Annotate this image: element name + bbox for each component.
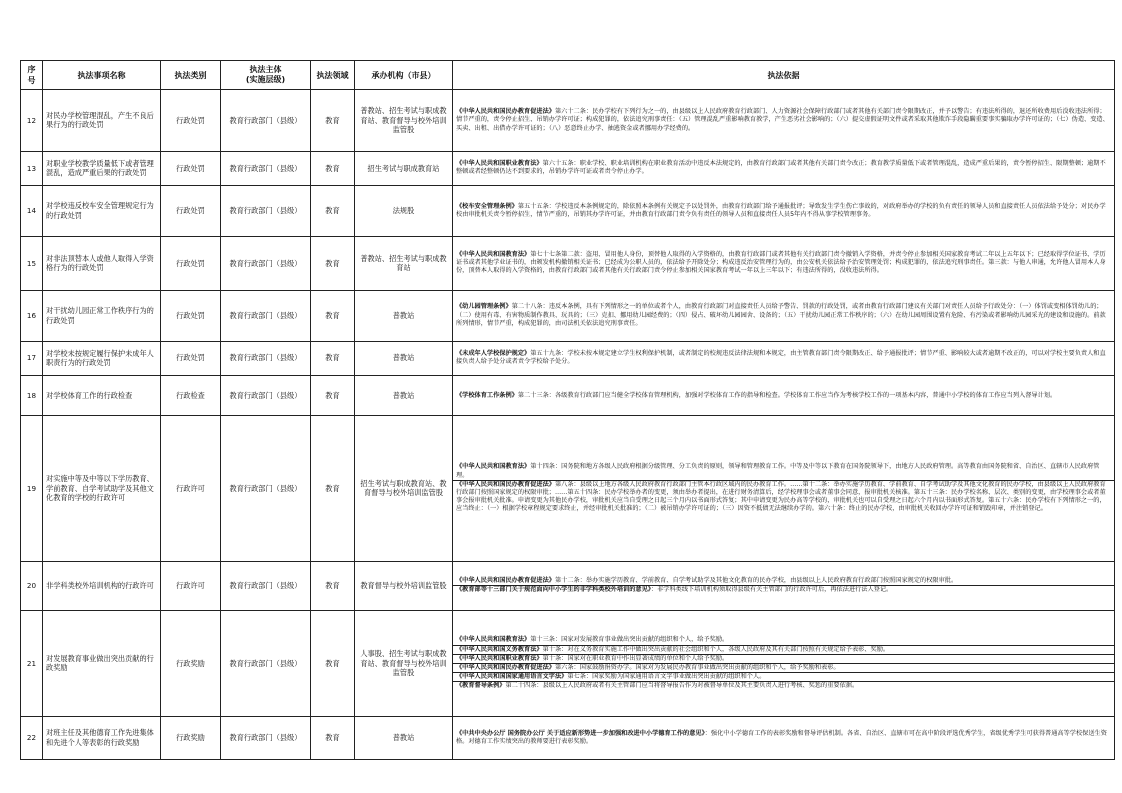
table-row (21, 341, 1115, 375)
row-field: 教育 (311, 186, 355, 237)
table-row (21, 561, 1115, 610)
row-basis (453, 561, 1115, 610)
basis-law-title: 《中共中央办公厅 国务院办公厅 关于适应新形势进一步加强和改进中小学德育工作的意见》 (456, 729, 705, 737)
basis-law-title: 《中华人民共和国民办教育促进法》 (456, 576, 555, 584)
row-number: 22 (21, 717, 43, 760)
row-field: 教育 (311, 341, 355, 375)
row-basis (453, 610, 1115, 717)
basis-segment (453, 654, 1114, 663)
table-row (21, 151, 1115, 185)
row-field: 教育 (311, 290, 355, 341)
row-item-name: 对学校体育工作的行政检查 (43, 375, 161, 416)
basis-segment (453, 663, 1114, 672)
header-agency: 承办机构（市县） (355, 61, 453, 90)
basis-segment (456, 577, 1111, 585)
header-category: 执法类别 (161, 61, 221, 90)
basis-law-text: 第八条：县级以上地方各级人民政府教育行政部门主管本行政区域内的民办教育工作。……第十二条：举办实施学历教育、学前教育、自学考试助学及其他文化教育的民办学校，由县级以上人民政府教育行政部门按照国家规定的权限审批；……第五十四条：民办学校举办者的变更，须由举办者提出，在进行财务清算后，经学校理事会或者董事会同意，报审批机关核准。第五十三条：民办学校名称、层次、类别的变更，由学校理事会或者董事会报审批机关批准。申请变更为其他民办学校，审批机关应当自受理之日起三个月内以书面形式答复；其中申请变更为民办高等学校的，审批机关也可以自受理之日起六个月内以书面形式答复。第五十六条：民办学校有下列情形之一的，应当终止：（一）根据学校章程规定要求终止，并经审批机关批准的；（二）被吊销办学许可证的；（三）因资不抵债无法继续办学的。第六十条：终止的民办学校，由审批机关收回办学许可证和销毁印章，并注销登记。 (456, 480, 1106, 513)
basis-segment (456, 303, 1111, 328)
row-agency: 普教站、招生考试与职成教育站 (355, 237, 453, 290)
basis-law-text: 第五十五条：学校违反本条例规定的，除依照本条例有关规定予以处罚外，由教育行政部门给予通报批评；导致发生学生伤亡事故的，对政府举办的学校的负有责任的领导人员和直接责任人员依法给予处分；对民办学校由审批机关责令暂停招生，情节严重的，吊销其办学许可证，并由教育行政部门责令负有责任的领导人员和直接责任人员5年内不得从事学校管理事务。 (456, 202, 1106, 219)
basis-law-text: 第六十五条：职业学校、职业培训机构在职业教育活动中违反本法规定的，由教育行政部门或者其他有关部门责令改正；教育教学质量低下或者管理混乱，造成严重后果的，责令暂停招生、限期整顿；逾期不整顿或者经整顿仍达不到要求的，吊销办学许可证或者责令停止办学。 (456, 160, 1106, 176)
row-number: 16 (21, 290, 43, 341)
row-field: 教育 (311, 237, 355, 290)
row-item-name: 对学校违反校车安全管理规定行为的行政处罚 (43, 186, 161, 237)
basis-law-text: 第二十四条：县级以上人民政府或者有关主管部门应当将督导报告作为对被督导单位及其主要负责人进行考核、奖惩的重要依据。 (505, 682, 859, 690)
row-category: 行政处罚 (161, 341, 221, 375)
basis-law-text: 第六十二条：民办学校有下列行为之一的，由县级以上人民政府教育行政部门、人力资源社会保障行政部门或者其他有关部门责令限期改正，并予以警告；有违法所得的，退还所收费用后没收违法所得；情节严重的，责令停止招生、吊销办学许可证；构成犯罪的，依法追究刑事责任：（五）管理混乱严重影响教育教学，产生恶劣社会影响的；（六）提交虚假证明文件或者采取其他欺诈手段隐瞒重要事实骗取办学许可证的；（七）伪造、变造、买卖、出租、出借办学许可证的；（八）恶意终止办学、抽逃资金或者挪用办学经费的。 (456, 108, 1109, 132)
row-subject: 教育行政部门（县级） (221, 561, 311, 610)
basis-law-title: 《中华人民共和国教育法》 (456, 463, 531, 471)
basis-law-title: 《中华人民共和国民办教育促进法》 (456, 108, 555, 116)
basis-segment (456, 730, 1111, 746)
row-subject: 教育行政部门（县级） (221, 610, 311, 717)
row-agency: 普教站 (355, 375, 453, 416)
basis-segment (456, 636, 1111, 644)
basis-law-text: 第十条：对在义务教育实施工作中做出突出贡献的社会组织和个人，各级人民政府及其有关部门按照有关规定给予表彰、奖励。 (542, 645, 890, 653)
basis-segment (453, 585, 1114, 594)
row-subject: 教育行政部门（县级） (221, 237, 311, 290)
basis-segment (456, 350, 1111, 366)
basis-law-text: ：强化中小学德育工作的表彰奖励和督导评估机制。各省、自治区、直辖市可在高中阶段评选优秀学生，省级优秀学生可获得普通高等学校保送生资格。对德育工作实绩突出的教师要进行表彰奖励。 (456, 729, 1107, 746)
row-subject: 教育行政部门（县级） (221, 375, 311, 416)
row-basis (453, 90, 1115, 152)
row-category: 行政处罚 (161, 290, 221, 341)
row-subject: 教育行政部门（县级） (221, 416, 311, 561)
basis-segment (456, 108, 1111, 133)
row-category: 行政许可 (161, 416, 221, 561)
row-field: 教育 (311, 375, 355, 416)
basis-law-text: 第十条：国家对在职业教育中作出显著成绩的单位和个人给予奖励。 (542, 654, 729, 662)
basis-segment (453, 645, 1114, 654)
basis-law-title: 《中华人民共和国职业教育法》 (456, 160, 543, 168)
row-category: 行政处罚 (161, 237, 221, 290)
basis-law-title: 《幼儿园管理条例》 (456, 303, 512, 311)
basis-segment (456, 392, 1111, 400)
row-item-name: 对民办学校管理混乱，产生不良后果行为的行政处罚 (43, 90, 161, 152)
row-item-name: 对职业学校教学质量低下或者管理混乱，造成严重后果的行政处罚 (43, 151, 161, 185)
row-item-name: 非学科类校外培训机构的行政许可 (43, 561, 161, 610)
basis-law-title: 《中华人民共和国民办教育促进法》 (456, 663, 555, 671)
row-agency: 招生考试与职成教育站 (355, 151, 453, 185)
row-field: 教育 (311, 416, 355, 561)
header-basis: 执法依据 (453, 61, 1115, 90)
basis-law-text: 第二十八条：违反本条例，具有下列情形之一的单位或者个人，由教育行政部门对直接责任人员给予警告、罚款的行政处罚，或者由教育行政部门建议有关部门对责任人员给予行政处分：（一）体罚或变相体罚幼儿的；（二）使用有毒、有害物质制作教具、玩具的；（三）克扣、挪用幼儿园经费的；（四）侵占、破坏幼儿园园舍、设备的；（五）干扰幼儿园正常工作秩序的；（六）在幼儿园周围设置有危险、有污染或者影响幼儿园采光的建设和设施的。前款所列情形，情节严重，构成犯罪的，由司法机关依法追究刑事责任。 (456, 303, 1106, 327)
basis-law-text: 第七条：国家奖励为国家通用语言文字事业做出突出贡献的组织和个人。 (567, 673, 766, 681)
table-header-row (21, 61, 1115, 90)
row-basis (453, 341, 1115, 375)
row-basis (453, 290, 1115, 341)
row-agency: 普教站 (355, 341, 453, 375)
row-item-name: 对发展教育事业做出突出贡献的行政奖励 (43, 610, 161, 717)
row-category: 行政处罚 (161, 186, 221, 237)
row-subject: 教育行政部门（县级） (221, 151, 311, 185)
row-basis (453, 151, 1115, 185)
row-number: 13 (21, 151, 43, 185)
basis-law-title: 《中华人民共和国国家通用语言文字法》 (456, 673, 568, 681)
row-item-name: 对非法顶替本人或他人取得入学资格行为的行政处罚 (43, 237, 161, 290)
basis-law-title: 《中华人民共和国教育法》 (456, 251, 531, 259)
row-item-name: 对干扰幼儿园正常工作秩序行为的行政处罚 (43, 290, 161, 341)
basis-law-title: 《教育部等十三部门关于规范面向中小学生的非学科类校外培训的意见》 (456, 586, 651, 594)
row-basis (453, 416, 1115, 561)
row-number: 15 (21, 237, 43, 290)
basis-segment (456, 203, 1111, 219)
row-item-name: 对学校未按规定履行保护未成年人职责行为的行政处罚 (43, 341, 161, 375)
row-item-name: 对实施中等及中等以下学历教育、学前教育、自学考试助学及其他文化教育的学校的行政许可 (43, 416, 161, 561)
header-field: 执法领域 (311, 61, 355, 90)
enforcement-table (20, 60, 1115, 760)
row-item-name: 对班主任及其他德育工作先进集体和先进个人等表彰的行政奖励 (43, 717, 161, 760)
row-category: 行政处罚 (161, 151, 221, 185)
header-item-name: 执法事项名称 (43, 61, 161, 90)
basis-law-text: 第十二条：举办实施学历教育、学前教育、自学考试助学及其他文化教育的民办学校，由县级以上人民政府教育行政部门按照国家规定的权限审批。 (555, 576, 958, 584)
header-no: 序号 (21, 61, 43, 90)
row-category: 行政奖励 (161, 717, 221, 760)
table-row (21, 610, 1115, 717)
table-row (21, 90, 1115, 152)
row-agency: 招生考试与职成教育站、教育督导与校外培训监管股 (355, 416, 453, 561)
table-row (21, 290, 1115, 341)
row-number: 20 (21, 561, 43, 610)
basis-law-title: 《中华人民共和国职业教育法》 (456, 654, 543, 662)
table-row (21, 717, 1115, 760)
basis-law-title: 《中华人民共和国义务教育法》 (456, 645, 543, 653)
row-subject: 教育行政部门（县级） (221, 186, 311, 237)
row-agency: 普教站 (355, 290, 453, 341)
basis-law-title: 《中华人民共和国民办教育促进法》 (456, 480, 555, 488)
basis-segment (453, 480, 1114, 514)
basis-segment (456, 160, 1111, 176)
row-field: 教育 (311, 151, 355, 185)
row-agency: 普教站 (355, 717, 453, 760)
basis-law-title: 《学校体育工作条例》 (456, 391, 518, 399)
basis-segment (453, 672, 1114, 681)
table-row (21, 416, 1115, 561)
basis-law-text: 第六条：国家鼓励捐资办学。国家对为发展民办教育事业做出突出贡献的组织和个人，给予奖励和表彰。 (555, 663, 840, 671)
row-agency: 教育督导与校外培训监管股 (355, 561, 453, 610)
row-category: 行政奖励 (161, 610, 221, 717)
row-number: 14 (21, 186, 43, 237)
row-number: 18 (21, 375, 43, 416)
row-subject: 教育行政部门（县级） (221, 290, 311, 341)
row-number: 21 (21, 610, 43, 717)
basis-law-text: 第七十七条第二款：盗用、冒用他人身份，顶替他人取得的入学资格的，由教育行政部门或者其他有关行政部门责令撤销入学资格，并责令停止参加相关国家教育考试二年以上五年以下；已经取得学位证书、学历证书或者其他学业证书的，由颁发机构撤销相关证书；已经成为公职人员的，依法给予开除处分；构成违反治安管理行为的，由公安机关依法给予治安管理处罚；构成犯罪的，依法追究刑事责任。第三款：与他人串通，允许他人冒用本人身份，顶替本人取得的入学资格的，由教育行政部门或者其他有关行政部门责令停止参加相关国家教育考试一年以上三年以下；有违法所得的，没收违法所得。 (456, 251, 1106, 275)
table-row (21, 237, 1115, 290)
basis-law-text: 第五十九条：学校未按本规定建立学生权利保护机制，或者制定的校规违反法律法规和本规定，由主管教育部门责令限期改正、给予通报批评；情节严重、影响较大或者逾期不改正的，可以对学校主要负责人和直接负责人给予处分或者责令学校给予处分。 (456, 350, 1106, 366)
row-subject: 教育行政部门（县级） (221, 717, 311, 760)
basis-law-title: 《未成年人学校保护规定》 (456, 350, 531, 358)
table-row (21, 375, 1115, 416)
basis-law-text: 第二十三条：各级教育行政部门应当健全学校体育管理机构，加强对学校体育工作的指导和检查。学校体育工作应当作为考核学校工作的一项基本内容，普通中小学校的体育工作应当列入督导计划。 (517, 391, 1057, 399)
basis-law-title: 《中华人民共和国教育法》 (456, 636, 531, 644)
basis-law-text: ：非学科类线下培训机构须取得县级有关主管部门的行政许可后，再依法进行法人登记。 (650, 586, 893, 594)
row-basis (453, 717, 1115, 760)
row-agency: 法规股 (355, 186, 453, 237)
row-field: 教育 (311, 90, 355, 152)
basis-law-text: 第十四条：国务院和地方各级人民政府根据分级管理、分工负责的原则，领导和管理教育工作。中等及中等以下教育在国务院领导下，由地方人民政府管理。高等教育由国务院和省、自治区、直辖市人民政府管理。 (456, 463, 1100, 479)
basis-law-title: 《教育督导条例》 (456, 682, 506, 690)
row-field: 教育 (311, 561, 355, 610)
row-subject: 教育行政部门（县级） (221, 90, 311, 152)
basis-law-text: 第十三条：国家对发展教育事业做出突出贡献的组织和个人，给予奖励。 (530, 636, 729, 644)
row-basis (453, 375, 1115, 416)
row-subject: 教育行政部门（县级） (221, 341, 311, 375)
basis-segment (456, 463, 1111, 479)
header-subject: 执法主体 (实施层级) (221, 61, 311, 90)
row-field: 教育 (311, 717, 355, 760)
row-category: 行政检查 (161, 375, 221, 416)
row-agency: 普教站、招生考试与职成教育站、教育督导与校外培训监管股 (355, 90, 453, 152)
row-category: 行政许可 (161, 561, 221, 610)
basis-segment (456, 251, 1111, 276)
row-number: 19 (21, 416, 43, 561)
row-category: 行政处罚 (161, 90, 221, 152)
row-field: 教育 (311, 610, 355, 717)
row-number: 17 (21, 341, 43, 375)
row-agency: 人事股、招生考试与职成教育站、教育督导与校外培训监管股 (355, 610, 453, 717)
basis-law-title: 《校车安全管理条例》 (456, 202, 518, 210)
basis-segment (453, 681, 1114, 690)
row-basis (453, 237, 1115, 290)
row-number: 12 (21, 90, 43, 152)
row-basis (453, 186, 1115, 237)
table-row (21, 186, 1115, 237)
